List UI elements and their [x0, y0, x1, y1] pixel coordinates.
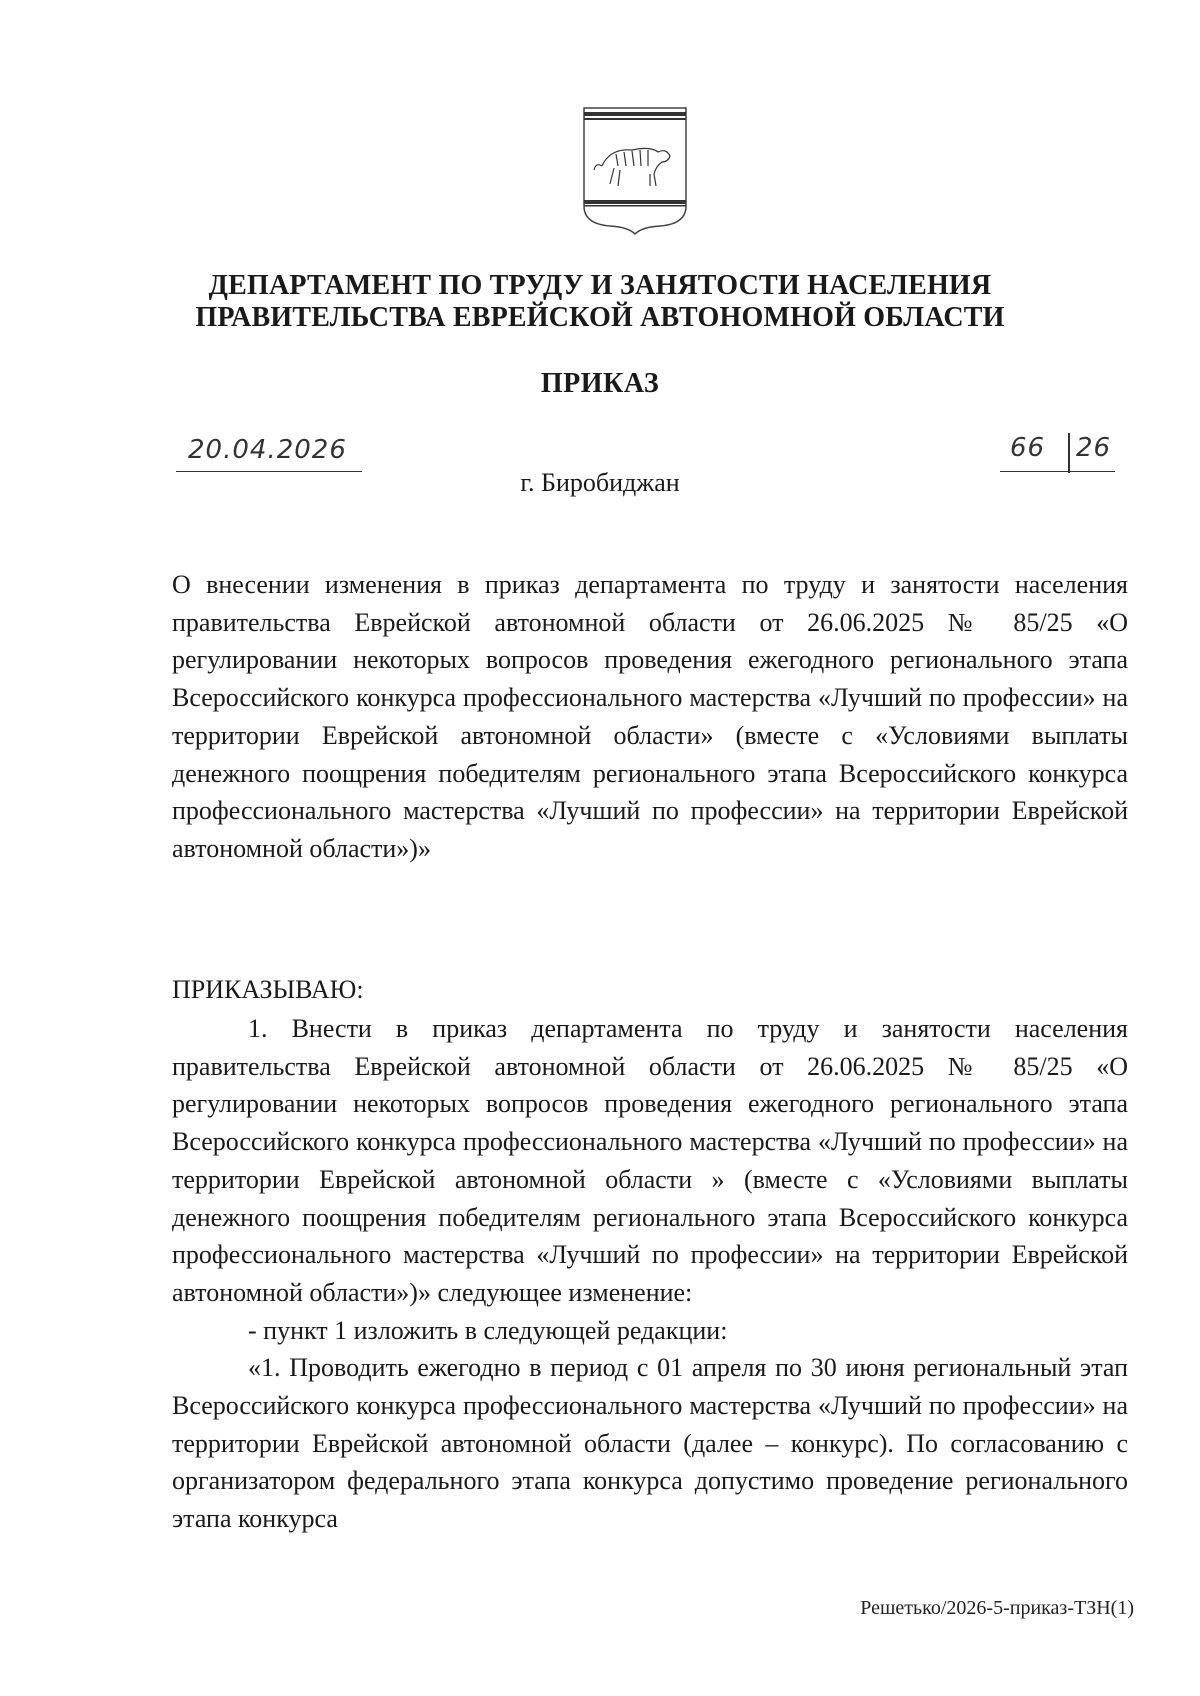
- paragraph-2: - пункт 1 изложить в следующей редакции:: [248, 1315, 728, 1345]
- number-field: [1000, 433, 1115, 472]
- paragraph-3: «1. Проводить ежегодно в период с 01 апреля по 30 июня региональный этап Всероссийского конкурса профессионального мастерства «Лучший по профессии» на территории Еврейской автономной области (далее – конкурс). По согласованию с организатором федерального этапа конкурса допустимо проведение регионального этапа конкурса: [172, 1353, 1128, 1534]
- number-separator: [1068, 433, 1070, 473]
- paragraph-1: 1. Внести в приказ департамента по труду и занятости населения правительства Еврейской автономной области от 26.06.2025 № 85/25 «О регулировании некоторых вопросов проведения ежегодного регионального этапа Всероссийского конкурса профессионального мастерства «Лучший по профессии» на территории Еврейской автономной области » (вместе с «Условиями выплаты денежного поощрения победителям регионального этапа Всероссийского конкурса профессионального мастерства «Лучший по профессии» на территории Еврейской автономной области»)» следующее изменение:: [172, 1014, 1128, 1307]
- organization-line-1: ДЕПАРТАМЕНТ ПО ТРУДУ И ЗАНЯТОСТИ НАСЕЛЕНИЯ: [208, 270, 992, 301]
- document-type: ПРИКАЗ: [540, 368, 660, 399]
- order-body: [172, 1010, 1128, 1538]
- date-field: [176, 435, 362, 472]
- handwritten-date: 20.04.2026: [188, 435, 347, 465]
- document-reference: Решетько/2026-5-приказ-ТЗН(1): [860, 1597, 1134, 1619]
- coat-of-arms-tiger-icon: [580, 106, 690, 236]
- organization-name: [0, 270, 1200, 334]
- organization-line-2: ПРАВИТЕЛЬСТВА ЕВРЕЙСКОЙ АВТОНОМНОЙ ОБЛАСТИ: [195, 302, 1005, 333]
- handwritten-number-right: 26: [1076, 433, 1112, 463]
- order-word: ПРИКАЗЫВАЮ:: [172, 975, 364, 1004]
- order-subject: О внесении изменения в приказ департамента по труду и занятости населения правительства Еврейской автономной области от 26.06.2025 № 85/25 «О регулировании некоторых вопросов проведения ежегодного регионального этапа Всероссийского конкурса профессионального мастерства «Лучший по профессии» на территории Еврейской автономной области» (вместе с «Условиями выплаты денежного поощрения победителям регионального этапа Всероссийского конкурса профессионального мастерства «Лучший по профессии» на территории Еврейской автономной области»)»: [172, 570, 1128, 863]
- city: г. Биробиджан: [520, 468, 680, 497]
- handwritten-number-left: 66: [1010, 433, 1046, 463]
